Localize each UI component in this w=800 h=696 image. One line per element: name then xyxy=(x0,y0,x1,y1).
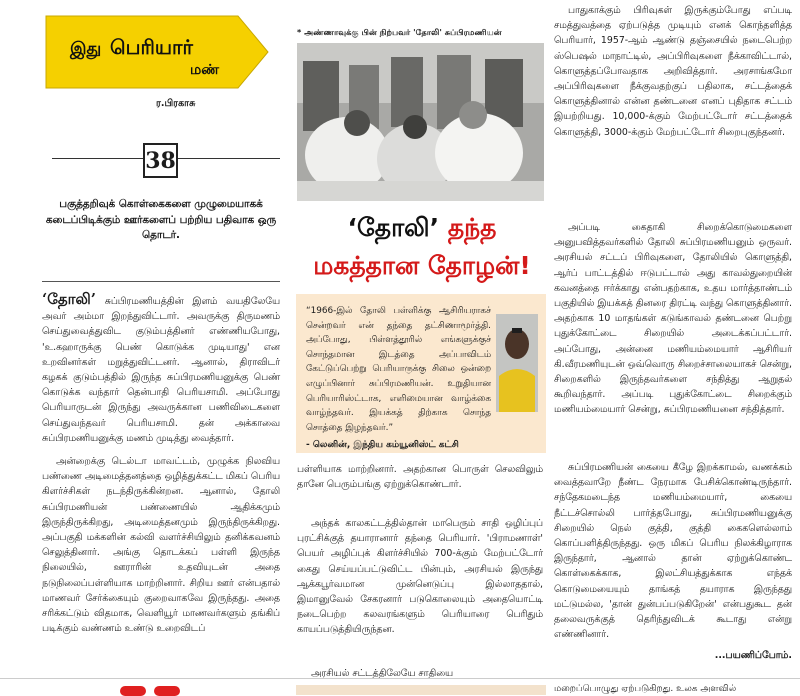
person-photo xyxy=(496,314,538,412)
left-paragraph-1 xyxy=(42,292,280,446)
middle-paragraph-1: பள்ளியாக மாற்றினார். அதற்கான பொருள் செலவிலும் தானே பெரும்பங்கு ஏற்றுக்கொண்டார். xyxy=(297,464,543,491)
right-paragraph-1: பாதுகாக்கும் பிரிவுகள் இருக்கும்போது எப்படி சமத்துவத்தை ஏற்படுத்த முடியும் எனக் கொந்தளித்த பெரியார், 1957-ஆம் ஆண்டு தஞ்சையில் நடைபெற்ற ஸ்பெஷல் மாநாட்டில், அப்பிரிவுகளை நீக்காவிட்டால், கொளுத்தப்போவதாக அறிவித்தார். அரசாங்கமோ அப்பிரிவுகளை நீக்குவதற்குப் பதிலாக, சட்டத்தைக் கொளுத்தினால் என்ன தண்டனை எனப் புதிதாக சட்டம் இயற்றியது. 10,000-க்கும் மேற்பட்டோர் சட்டத்தைக் கொளுத்தி, 3000-க்கும் மேற்பட்டோர் சிறைபுகுந்தனர். xyxy=(554,5,792,138)
part-number: 38 xyxy=(143,143,178,178)
headline-quoted-word: ‘தோலி’ xyxy=(347,213,440,242)
quote-credit: - லெனின், இந்திய கம்யூனிஸ்ட் கட்சி xyxy=(306,440,459,450)
series-description: பகுத்தறிவுக் கொள்கைகளை முழுமையாகக் கடைப்பிடிக்கும் ஊர்களைப் பற்றிய பதிவாக ஒரு தொடர். xyxy=(45,198,277,241)
series-logo-word-2: பெரியார் xyxy=(110,35,193,59)
left-paragraph-2: அன்றைக்கு டெல்டா மாவட்டம், முழுக்க நிலவிய பண்ணை அடிமைத்தனத்தை ஒழித்துக்கட்ட மிகப் பெரிய கிளர்ச்சிகள் நடந்திருக்கின்றன. ஆனால், தோலி சுப்பிரமணியன் பண்ணையில் ஆதிக்கமும் இருந்திருக்கிறது, அடிமைத்தனமும் இருந்திருக்கிறது. அப்பகுதி மக்களின் கல்வி வளர்ச்சியிலும் தனிக்கவனம் செலுத்தினார். அங்கு தொடக்கப் பள்ளி இருந்த நிலையில், ஊராரின் உதவியுடன் அதை நடுநிலைப்பள்ளியாக மாற்றினார். சிறிய ஊர் என்பதால் மாணவர் சேர்க்கையும் குறைவாகவே இருந்தது. அதை சரிக்கட்டும் விதமாக, வெளியூர் மாணவர்களும் தங்கிப் படிக்கும் வண்ணம் உண்டு உறைவிடப் xyxy=(42,456,280,635)
series-separator xyxy=(42,281,280,282)
middle-paragraph-3: அரசியல் சட்டத்திலேயே சாதியை xyxy=(311,668,454,679)
lead-text: சுப்பிரமணியத்தின் இளம் வயதிலேயே அவர் அம்மா இறந்துவிட்டார். அவருக்கு திருமணம் செய்துவைத்துவிட குடும்பத்தினர் எண்ணியபோது, 'உ.கஹாருக்கு பெண் கொடுக்க முடியாது' என உறவினர்கள் மறுத்துவிட்டனர். ஆனால், திராவிடர் கழகக் குடும்பத்தில் இருந்த சுப்பிரமணியனுக்கு பெண் கொடுக்க வந்தார் தென்பாதி பெரியசாமி. அப்போது பெரியாருடன் இருந்து அவருக்கான பணிவிடைகளை செய்துவந்தவர் பெரியசாமி. தன் அக்காவை சுப்பிரமணியனுக்கு மணம் முடித்து வைத்தார். xyxy=(42,296,280,444)
lead-dropcap: ‘தோலி’ xyxy=(42,290,96,308)
series-logo-word-3: மண் xyxy=(190,62,220,78)
next-article-logo-fragment xyxy=(120,684,182,696)
headline-line-2: மகத்தான தோழன்! xyxy=(313,251,531,280)
bottom-divider xyxy=(0,678,800,679)
quote-text: “1966-இல் தோலி பள்ளிக்கு ஆசிரியராகச் சென்றவர் என் தந்தை தட்சிணாமூர்த்தி. அப்போது, பிள்ளத்தூரில் எங்களுக்குச் சொந்தமான இடத்தை அப்பாவிடம் கேட்டுப்பெற்று பெரியாருக்கு சிலை ஒன்றை எழுப்பினார் சுப்பிரமணியன். உறுதியான பெரியாரிஸ்ட்டாக, எளிமையான வாழ்க்கை வாழ்ந்தவர். இயக்கத் திற்காக சொந்த சொத்தை இழந்தவர்.” xyxy=(306,306,491,433)
next-article-text-fragment: மறைப்பொழுது ஏற்படுகிறது. உலக அளவில் xyxy=(554,684,737,694)
historic-photo xyxy=(297,43,544,201)
next-article-box-fragment xyxy=(296,685,546,695)
right-paragraph-3: சுப்பிரமணியன் கையை கீழே இறக்காமல், வணக்கம் வைத்தவாறே நீண்ட நேரமாக பேசிக்கொண்டிருந்தார். சந்தேகமடைந்த மணியம்மையார், கையை நீட்டச்சொல்லி பார்த்தபோது, சுப்பிரமணியனுக்கு சிறையில் நெல் குத்தி, குத்தி கைகளெல்லாம் கொப்பளித்திருந்தது. ஒரு மிகப் பெரிய நிலக்கிழாராக இருந்தார், ஆனால் தான் ஏற்றுக்கொண்ட கொள்கைக்காக, இலட்சியத்துக்காக எந்தக் கொடுமையையும் தாங்கத் தயாராக இருந்தது மட்டுமல்ல, 'தான் துன்பப்படுகிறேன்' என்பதுகூட தன் தலைவருக்குத் தெரிந்துவிடக் கூடாது என்று எண்ணினார். xyxy=(554,462,792,641)
series-logo xyxy=(42,12,272,92)
continued-marker: ...பயணிப்போம். xyxy=(714,650,792,661)
right-paragraph-2: அப்படி கைதாகி சிறைக்கொடுமைகளை அனுபவித்தவர்களில் தோலி சுப்பிரமணியனும் ஒருவர். அரசியல் சட்டப் பிரிவுகளை, தோலியில் கொளுத்தி, ஆர்ப் பாட்டத்தில் ஈடுபட்டால் அது காவல்துறையின் கவனத்தை ஈர்க்காது என்பதற்காக, உதய மார்த்தாண்டம் பகுதியில் இயக்கத் தினரை திரட்டி வந்து கொளுத்தினார். அதற்காக 10 மாதங்கள் கடுங்காவல் தண்டனை பெற்று புதுக்கோட்டை சிறையில் அடைக்கப்பட்டார். அப்போது, அன்னை மணியம்மையார் ஆசிரியர் கி.வீரமணியுடன் ஒவ்வொரு சிறைச்சாலையாகச் சென்று, சிறைகளில் இருந்தவர்களை சந்தித்து ஆறுதல் கூறிவந்தார். அப்படி புதுக்கோட்டை சிறைக்கும் மணியம்மையார் சென்று, சுப்பிரமணியனை சந்தித்தார். xyxy=(554,222,792,416)
photo-caption: * அண்ணாவுக்கு பின் நிற்பவர் 'தோலி' சுப்பிரமணியன் xyxy=(297,27,502,37)
headline-word-2: தந்த xyxy=(447,213,497,242)
headline-line-1 xyxy=(296,212,548,243)
middle-paragraph-2: அந்தக் காலகட்டத்தில்தான் மாபெரும் சாதி ஒழிப்புப் புரட்சிக்குத் தயாரானார் தந்தை பெரியார். 'பிராமணாள்' பெயர் அழிப்புக் கிளர்ச்சியில் 700-க்கும் மேற்பட்டோர் கைது செய்யப்பட்டுவிட்ட பின்பும், அரசியல் இருந்து ஆக்கபூர்வமான முன்னெடுப்பு இல்லாததால், இமானுவேல் சேகரனார் படுகொலையும் அதையொட்டி நடைபெற்ற கலவரங்களும் பெரியாரை பெரிதும் காயப்படுத்தியிருந்தன. xyxy=(297,518,543,636)
author-name: ர.பிரகாசு xyxy=(156,98,196,109)
series-logo-word-1: இது xyxy=(70,39,102,59)
